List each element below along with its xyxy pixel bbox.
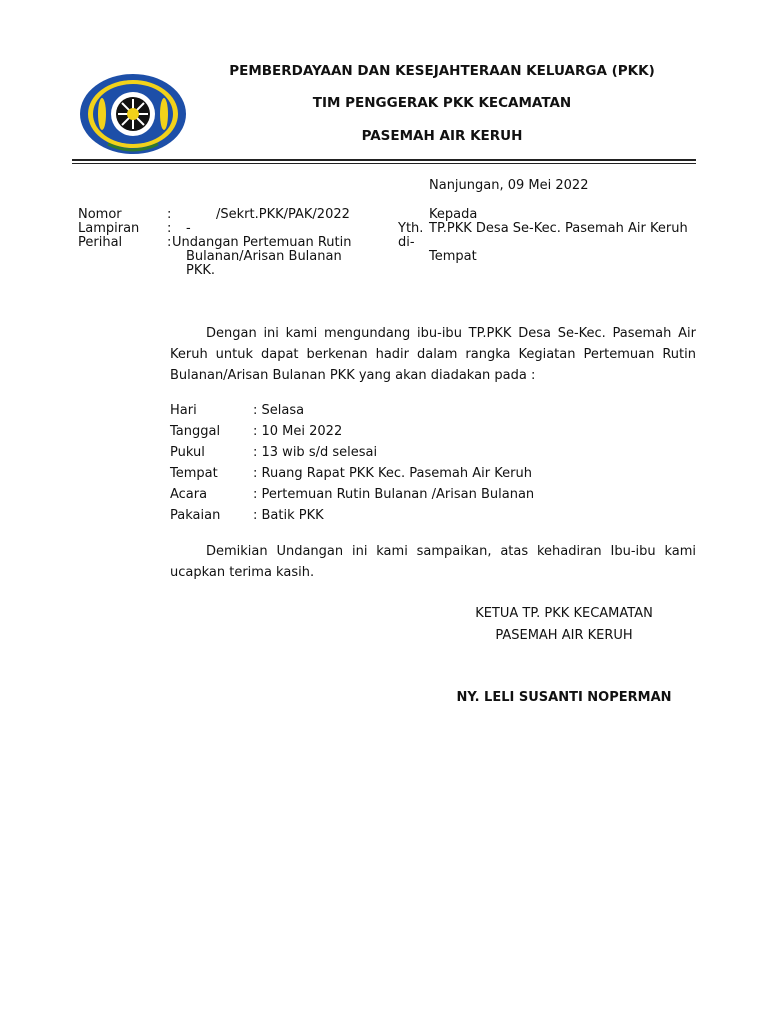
letterhead-line-3: PASEMAH AIR KERUH — [361, 128, 523, 144]
detail-label-acara: Acara — [170, 487, 208, 502]
lampiran-value: - — [186, 221, 191, 236]
perihal-value-line-2: Bulanan/Arisan Bulanan — [186, 249, 342, 264]
detail-value-acara: : Pertemuan Rutin Bulanan /Arisan Bulanan — [253, 487, 535, 502]
signature-title-2: PASEMAH AIR KERUH — [495, 628, 633, 643]
detail-label-pakaian: Pakaian — [170, 508, 221, 523]
recipient-yth: Yth. — [398, 221, 424, 236]
letterhead-line-1: PEMBERDAYAAN DAN KESEJAHTERAAN KELUARGA (PKK) — [229, 63, 655, 79]
header-divider — [72, 159, 696, 161]
nomor-label: Nomor — [78, 207, 122, 222]
nomor-colon: : — [167, 207, 172, 222]
signature-name: NY. LELI SUSANTI NOPERMAN — [456, 690, 672, 705]
perihal-colon: : — [167, 235, 172, 250]
recipient-di: di- — [398, 235, 415, 250]
detail-value-tempat: : Ruang Rapat PKK Kec. Pasemah Air Keruh — [253, 466, 532, 481]
detail-label-hari: Hari — [170, 403, 197, 418]
lampiran-label: Lampiran — [78, 221, 140, 236]
detail-label-tempat: Tempat — [170, 466, 218, 481]
perihal-value-line-1: Undangan Pertemuan Rutin — [172, 235, 352, 250]
pkk-emblem-icon — [78, 72, 188, 156]
perihal-value-line-3: PKK. — [186, 263, 216, 278]
recipient-place: Tempat — [429, 249, 477, 264]
intro-text: Dengan ini kami mengundang ibu-ibu TP.PKK Desa Se-Kec. Pasemah Air Keruh untuk dapat berkenan hadir dalam rangka Kegiatan Pertemuan Rutin Bulanan/Arisan Bulanan PKK yang akan diadakan pada : — [170, 326, 696, 383]
detail-value-pukul: : 13 wib s/d selesai — [253, 445, 378, 460]
detail-label-pukul: Pukul — [170, 445, 205, 460]
closing-text: Demikian Undangan ini kami sampaikan, atas kehadiran Ibu-ibu kami ucapkan terima kasih. — [170, 544, 696, 580]
perihal-label: Perihal — [78, 235, 123, 250]
detail-label-tanggal: Tanggal — [170, 424, 221, 439]
signature-title-1: KETUA TP. PKK KECAMATAN — [475, 606, 653, 621]
intro-paragraph — [170, 323, 696, 386]
detail-value-pakaian: : Batik PKK — [253, 508, 324, 523]
header-divider-thin — [72, 163, 696, 164]
recipient-name: TP.PKK Desa Se-Kec. Pasemah Air Keruh — [429, 221, 688, 236]
closing-paragraph — [170, 541, 696, 583]
lampiran-colon: : — [167, 221, 172, 236]
detail-value-tanggal: : 10 Mei 2022 — [253, 424, 343, 439]
recipient-kepada: Kepada — [429, 207, 478, 222]
letterhead-line-2: TIM PENGGERAK PKK KECAMATAN — [312, 95, 572, 111]
detail-value-hari: : Selasa — [253, 403, 305, 418]
nomor-value: /Sekrt.PKK/PAK/2022 — [216, 207, 350, 222]
letter-date: Nanjungan, 09 Mei 2022 — [429, 178, 589, 193]
